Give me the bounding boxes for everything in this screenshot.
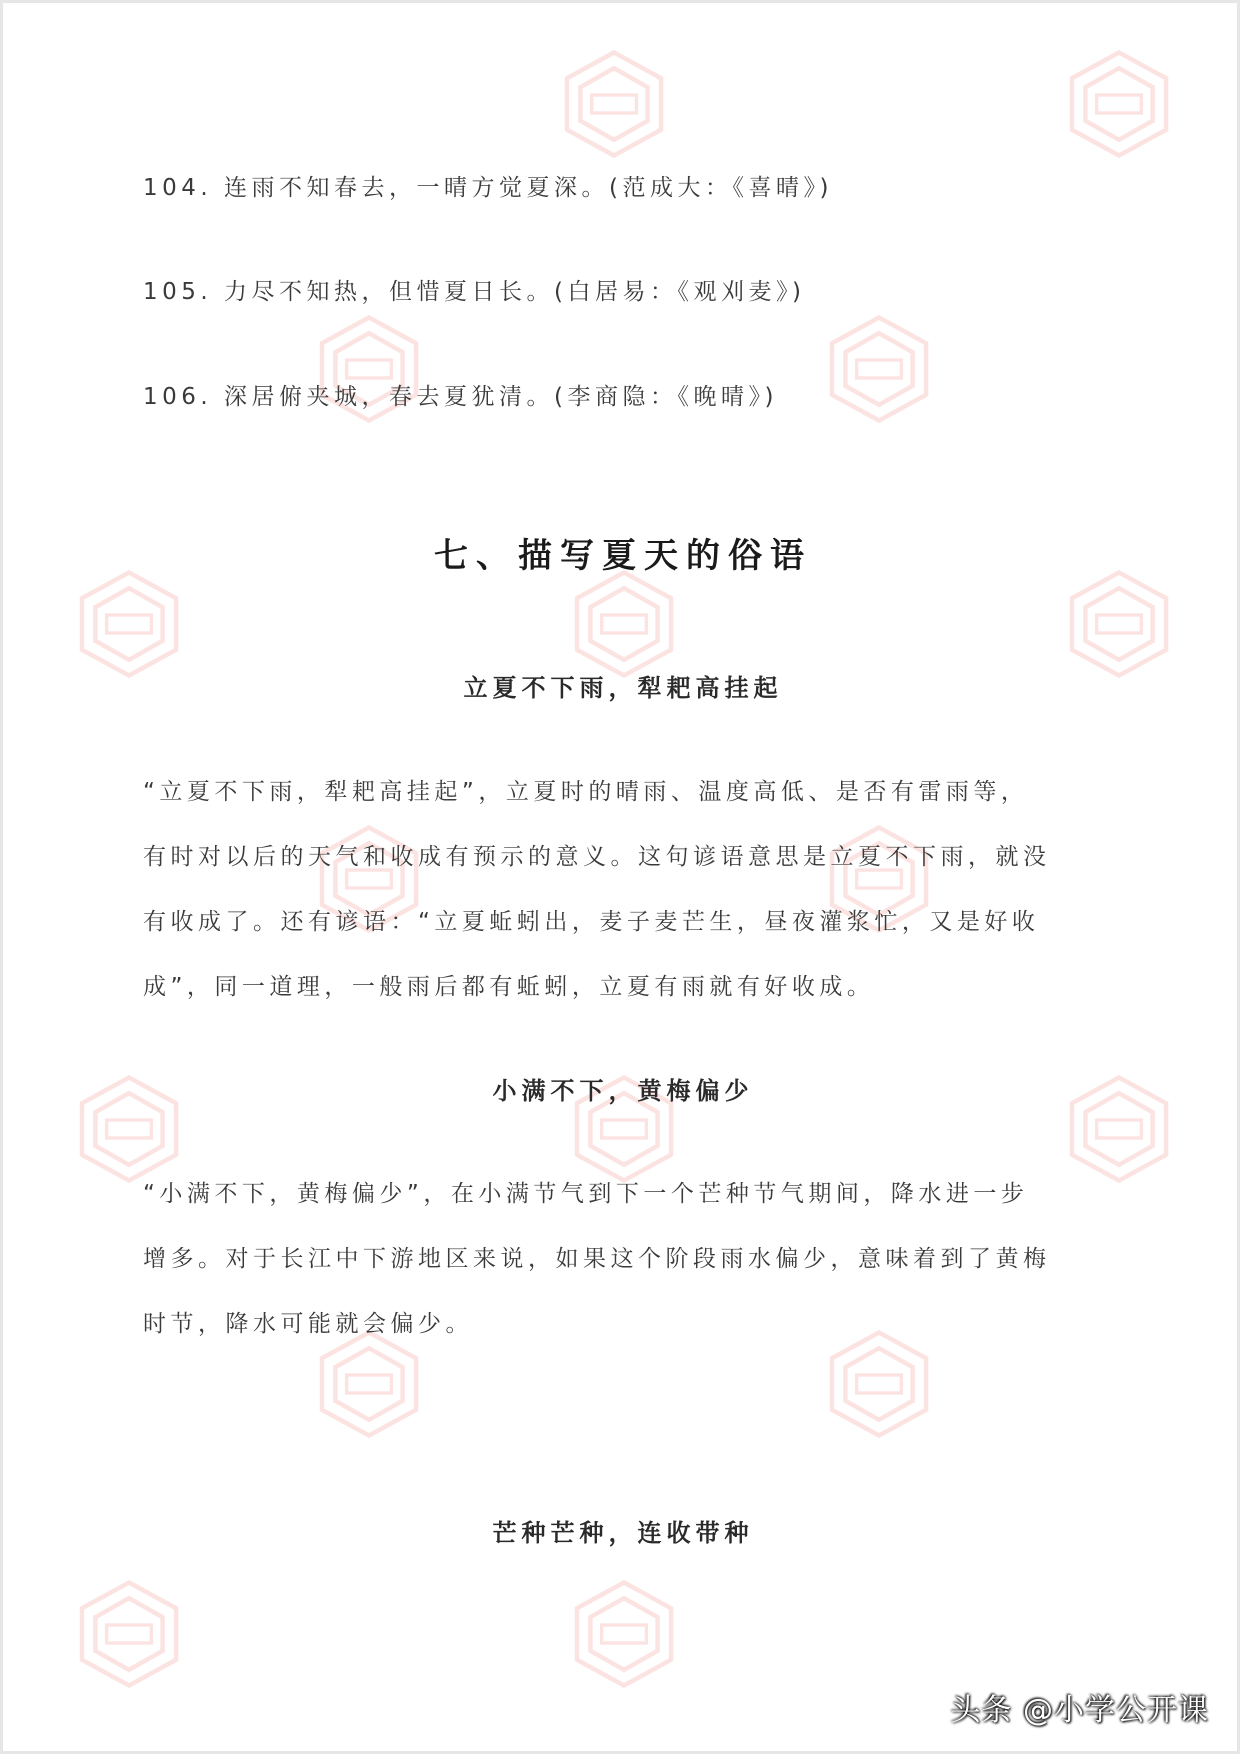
hexagon-logo-watermark-icon: [558, 48, 670, 160]
hexagon-logo-watermark-icon: [1063, 48, 1175, 160]
hexagon-logo-watermark-icon: [568, 1578, 680, 1690]
hexagon-logo-watermark-icon: [73, 568, 185, 680]
poem-line-104: 104. 连雨不知春去，一晴方觉夏深。(范成大：《喜晴》): [143, 175, 833, 201]
paragraph-line: 成”，同一道理，一般雨后都有蚯蚓，立夏有雨就有好收成。: [143, 974, 875, 1000]
paragraph-line: 有时对以后的天气和收成有预示的意义。这句谚语意思是立夏不下雨，就没: [143, 844, 1051, 870]
hexagon-logo-watermark-icon: [1063, 568, 1175, 680]
hexagon-logo-watermark-icon: [823, 1328, 935, 1440]
saying-heading-xiaoman: 小满不下，黄梅偏少: [492, 1077, 754, 1105]
paragraph-line: “小满不下，黄梅偏少”，在小满节气到下一个芒种节气期间，降水进一步: [143, 1181, 1029, 1207]
hexagon-logo-watermark-icon: [313, 1328, 425, 1440]
poem-line-106: 106. 深居俯夹城，春去夏犹清。(李商隐：《晚晴》): [143, 384, 778, 410]
section-title: 七、描写夏天的俗语: [434, 536, 812, 576]
paragraph-line: 时节，降水可能就会偏少。: [143, 1311, 473, 1337]
hexagon-logo-watermark-icon: [823, 313, 935, 425]
paragraph-line: 有收成了。还有谚语：“立夏蚯蚓出，麦子麦芒生，昼夜灌浆忙，又是好收: [143, 909, 1040, 935]
poem-line-105: 105. 力尽不知热，但惜夏日长。(白居易：《观刈麦》): [143, 279, 806, 305]
hexagon-logo-watermark-icon: [73, 1578, 185, 1690]
saying-heading-lixia: 立夏不下雨，犁耙高挂起: [463, 674, 783, 702]
paragraph-line: “立夏不下雨，犁耙高挂起”，立夏时的晴雨、温度高低、是否有雷雨等，: [143, 779, 1029, 805]
paragraph-line: 增多。对于长江中下游地区来说，如果这个阶段雨水偏少，意味着到了黄梅: [143, 1246, 1051, 1272]
footer-brand: 头条 @小学公开课: [950, 1693, 1209, 1728]
saying-heading-mangzhong: 芒种芒种，连收带种: [492, 1519, 754, 1547]
watermark-layer: [3, 3, 1237, 1751]
hexagon-logo-watermark-icon: [568, 568, 680, 680]
